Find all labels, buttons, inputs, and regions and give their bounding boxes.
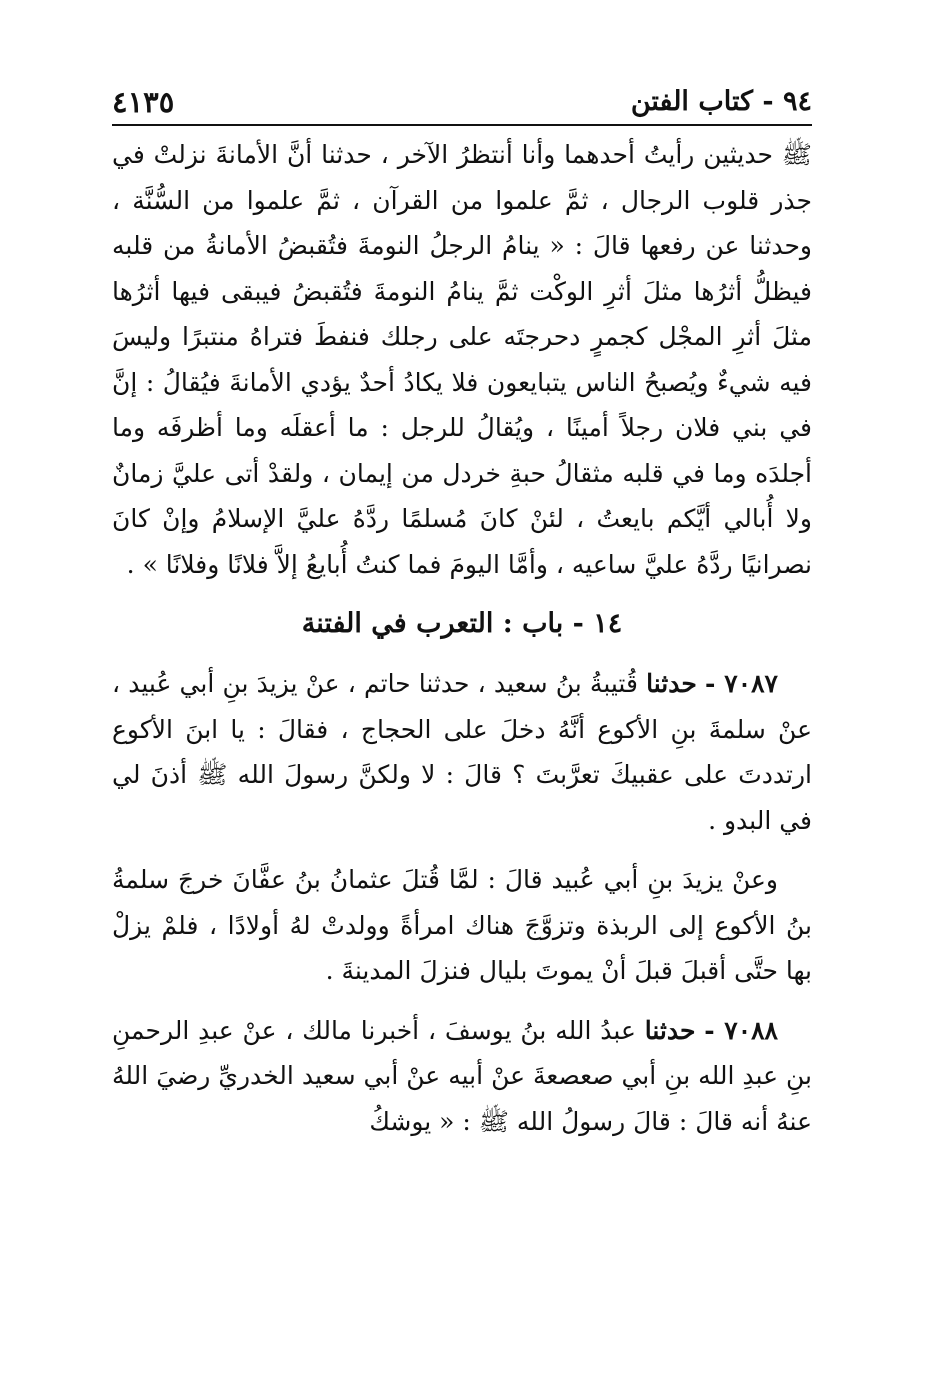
- hadith-number: ٧٠٨٧ -: [704, 669, 778, 698]
- spacer: [112, 843, 812, 857]
- spacer: [112, 651, 812, 661]
- hadith-number: ٧٠٨٨ -: [704, 1015, 778, 1045]
- hadith-7087: [112, 661, 812, 843]
- hadith-7088: [112, 1008, 812, 1145]
- top-paragraph: ﷺ حديثين رأيتُ أحدهما وأنا أنتظرُ الآخر ، حدثنا أنَّ الأمانةَ نزلتْ في جذر قلوب الرجال ، ثمَّ علموا من القرآن ، ثمَّ علموا من السُّنَّة ، وحدثنا عن رفعها قالَ : « ينامُ الرجلُ النومةَ فتُقبضُ الأمانةُ من قلبه فيظلُّ أثرُها مثلَ أثرِ الوكْت ثمَّ ينامُ النومةَ فتُقبضُ فيبقى فيها أثرُها مثلَ أثرِ المجْل كجمرٍ دحرجتَه على رجلك فنفطَ فتراهُ منتبرًا وليسَ فيه شيءٌ ويُصبحُ الناس يتبايعون فلا يكادُ أحدٌ يؤدي الأمانةَ فيُقالُ : إنَّ في بني فلان رجلاً أمينًا ، ويُقالُ للرجل : ما أعقلَه وما أظرفَه وما أجلدَه وما في قلبه مثقالُ حبةِ خردل من إيمان ، ولقدْ أتى عليَّ زمانٌ ولا أُبالي أيَّكم بايعتُ ، لئنْ كانَ مُسلمًا ردَّهُ عليَّ الإسلامُ وإنْ كانَ نصرانيًا ردَّهُ عليَّ ساعيه ، وأمَّا اليومَ فما كنتُ أُبايعُ إلاَّ فلانًا وفلانًا » .: [112, 140, 812, 579]
- header-rule: [112, 124, 812, 126]
- page-number: ٤١٣٥: [112, 85, 175, 119]
- continuation-paragraph: وعنْ يزيدَ بنِ أبي عُبيد قالَ : لمَّا قُتلَ عثمانُ بنُ عفَّانَ خرجَ سلمةُ بنُ الأكوع إلى الربذة وتزوَّجَ هناك امرأةً وولدتْ لهُ أولادًا ، فلمْ يزلْ بها حتَّى أقبلَ قبلَ أنْ يموتَ بليال فنزلَ المدينةَ .: [112, 865, 812, 985]
- chapter-title: ٩٤ - كتاب الفتن: [630, 86, 812, 117]
- page-body: [112, 132, 812, 1144]
- hadith-narration-word: حدثنا: [644, 1015, 696, 1045]
- hadith-text: عبدُ الله بنُ يوسفَ ، أخبرنا مالك ، عنْ عبدِ الرحمنِ بنِ عبدِ الله بنِ أبي صعصعةَ عنْ أبيه عنْ أبي سعيد الخدريِّ رضيَ اللهُ عنهُ أنه قالَ : قالَ رسولُ الله ﷺ : « يوشكُ: [112, 1015, 812, 1136]
- chapter-heading: ١٤ - باب : التعرب في الفتنة: [301, 608, 623, 639]
- spacer: [112, 587, 812, 597]
- spacer: [112, 994, 812, 1008]
- hadith-text: قُتيبةُ بنُ سعيد ، حدثنا حاتم ، عنْ يزيدَ بنِ أبي عُبيد ، عنْ سلمةَ بنِ الأكوع أنَّهُ دخلَ على الحجاج ، فقالَ : يا ابنَ الأكوع ارتددتَ على عقبيكَ تعرَّبتَ ؟ قالَ : لا ولكنَّ رسولَ الله ﷺ أذنَ لي في البدو .: [112, 669, 812, 835]
- running-header: [112, 82, 812, 126]
- hadith-narration-word: حدثنا: [646, 669, 697, 698]
